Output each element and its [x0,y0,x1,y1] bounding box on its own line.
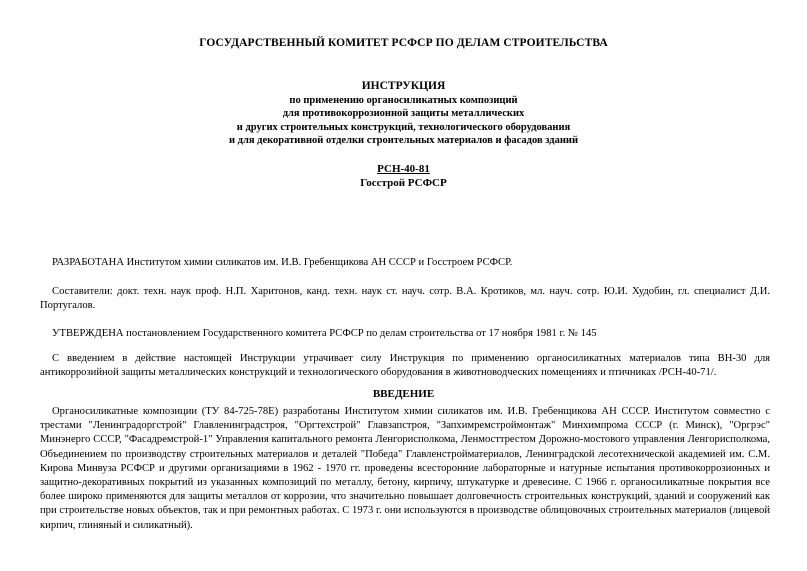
authors-paragraph [40,285,770,313]
introduction-paragraph [40,405,770,533]
approved-text: УТВЕРЖДЕНА постановлением Государственного комитета РСФСР по делам строительства от 17 ноября 1981 г. № 145 [52,328,597,339]
supersedes-text: С введением в действие настоящей Инструкции утрачивает силу Инструкция по применению органосиликатных материалов типа ВН-30 для антикоррозийной защиты металлических конструкций и технологического оборудования в животноводческих помещениях и птичниках /РСН-40-71/. [40,353,770,379]
approved-paragraph [40,327,770,341]
introduction-text: Органосиликатные композиции (ТУ 84-725-78Е) разработаны Институтом химии силикатов им. И.В. Гребенщикова АН СССР. Институтом совместно с трестами "Ленинградоргстрой" Главленинградстроя, "Оргтехстрой" Главзапстроя, "Запхимремстроймонтаж" Минхимпрома СССР (г. Минск), "Оргрэс" Минэнерго СССР, "Фасадремстрой-1" Управления капитального ремонта Ленгорисполкома, Ленмосттрестом Дорожно-мостового управления Ленгорисполкома, Объединением по производству строительных материалов и деталей "Победа" Главленстройматериалов, Ленинградской лесотехнической академией им. С.М. Кирова Минвуза РСФСР и другими организациями в 1962 - 1970 гг. проведены всесторонние лабораторные и натурные испытания противокоррозионных и защитно-декоративных покрытий из указанных композиций по металлу, бетону, кирпичу, штукатурке и древесине. С 1966 г. органосиликатные покрытия все более широко применяются для защиты металлов от коррозии, что значительно повышает долговечность строительных конструкций, зданий и сооружений как при строительстве новых объектов, так и при ремонтных работах. С 1973 г. они используются в производстве облицовочных строительных материалов (лицевой кирпич, глиняный и силикатный). [40,406,770,531]
developed-text: РАЗРАБОТАНА Институтом химии силикатов им. И.В. Гребенщикова АН СССР и Госстроем РСФСР. [52,257,513,268]
document-issuer: Госстрой РСФСР [360,177,447,189]
document-title: ИНСТРУКЦИЯ [361,80,446,92]
document-code: РСН-40-81 [377,163,430,175]
title-block [0,80,807,148]
authors-text: Составители: докт. техн. наук проф. Н.П. Харитонов, канд. техн. наук ст. науч. сотр. В.А. Кротиков, мл. науч. сотр. Ю.И. Худобин, гл. специалист Д.И. Португалов. [40,286,770,312]
title-line-3: и других строительных конструкций, технологического оборудования [236,121,571,133]
developed-paragraph [40,256,770,270]
supersedes-paragraph [40,352,770,380]
title-line-1: по применению органосиликатных композиций [289,94,518,106]
introduction-heading: ВВЕДЕНИЕ [372,388,435,400]
title-line-4: и для декоративной отделки строительных материалов и фасадов зданий [228,135,579,146]
committee-heading: ГОСУДАРСТВЕННЫЙ КОМИТЕТ РСФСР ПО ДЕЛАМ СТРОИТЕЛЬСТВА [199,37,608,49]
document-code-block [0,162,807,190]
title-line-2: для противокоррозионной защиты металлических [282,108,525,119]
